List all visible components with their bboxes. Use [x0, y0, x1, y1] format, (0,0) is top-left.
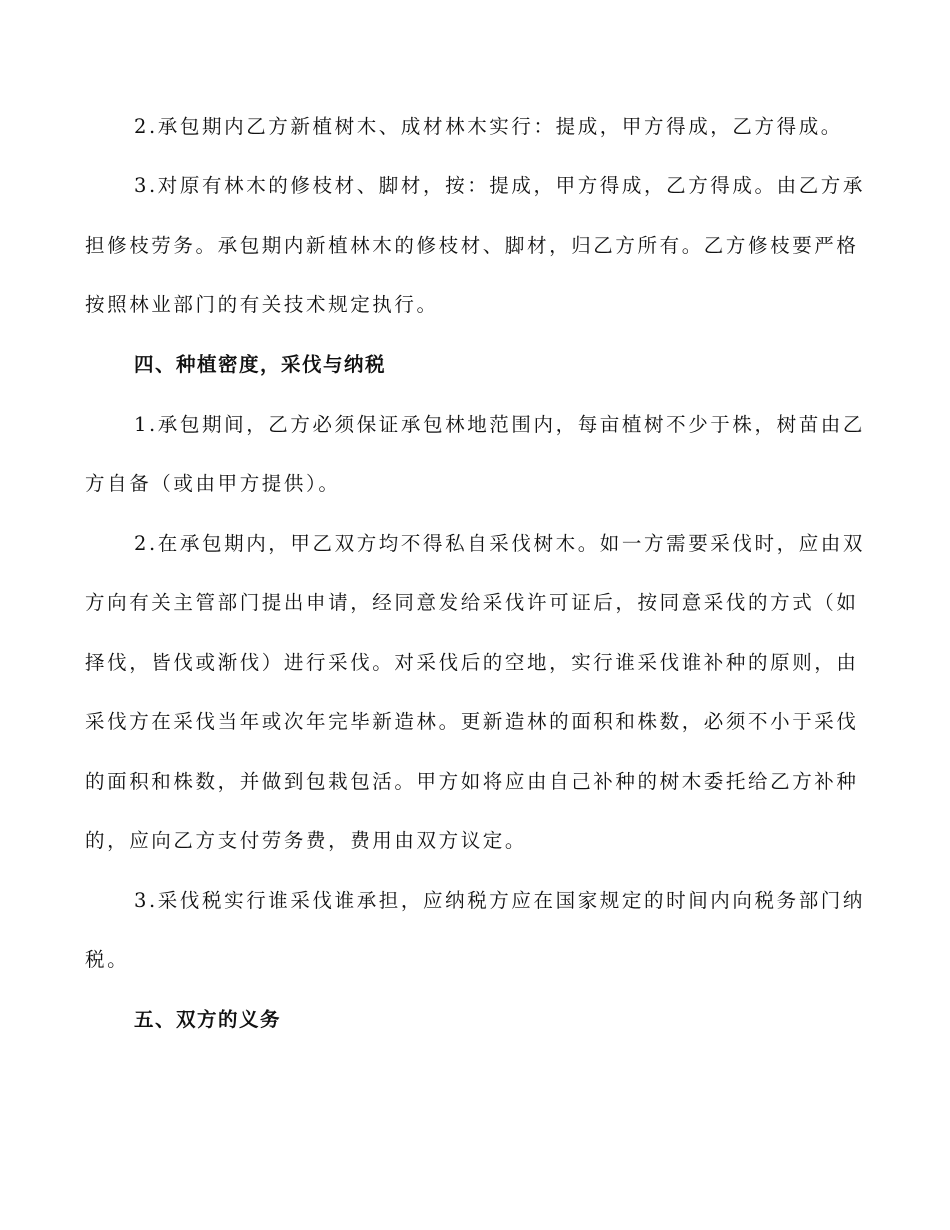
paragraph-line: 按照林业部门的有关技术规定执行。: [85, 293, 439, 316]
paragraph-line: 1.承包期间，乙方必须保证承包林地范围内，每亩植树不少于株，树苗由乙: [134, 413, 866, 436]
paragraph-line: 3.采伐税实行谁采伐谁承担，应纳税方应在国家规定的时间内向税务部门纳: [134, 889, 866, 912]
paragraph-line: 的面积和株数，并做到包栽包活。甲方如将应由自己补种的树木委托给乙方补种: [85, 770, 859, 793]
paragraph-line: 方自备（或由甲方提供）。: [85, 472, 341, 495]
paragraph-line: 税。: [85, 948, 130, 971]
paragraph-line: 采伐方在采伐当年或次年完毕新造林。更新造林的面积和株数，必须不小于采伐: [85, 710, 859, 733]
paragraph-line: 担修枝劳务。承包期内新植林木的修枝材、脚材，归乙方所有。乙方修枝要严格: [85, 234, 859, 257]
section-heading: 五、双方的义务: [134, 1008, 282, 1031]
paragraph-line: 方向有关主管部门提出申请，经同意发给采伐许可证后，按同意采伐的方式（如: [85, 591, 859, 614]
section-heading: 四、种植密度，采伐与纳税: [134, 353, 387, 376]
paragraph-line: 3.对原有林木的修枝材、脚材，按：提成，甲方得成，乙方得成。由乙方承: [134, 174, 866, 197]
paragraph-line: 择伐，皆伐或渐伐）进行采伐。对采伐后的空地，实行谁采伐谁补种的原则，由: [85, 651, 859, 674]
paragraph-line: 2.在承包期内，甲乙双方均不得私自采伐树木。如一方需要采伐时，应由双: [134, 532, 866, 555]
paragraph-line: 的，应向乙方支付劳务费，费用由双方议定。: [85, 829, 528, 852]
paragraph-line: 2.承包期内乙方新植树木、成材林木实行：提成，甲方得成，乙方得成。: [134, 115, 843, 138]
